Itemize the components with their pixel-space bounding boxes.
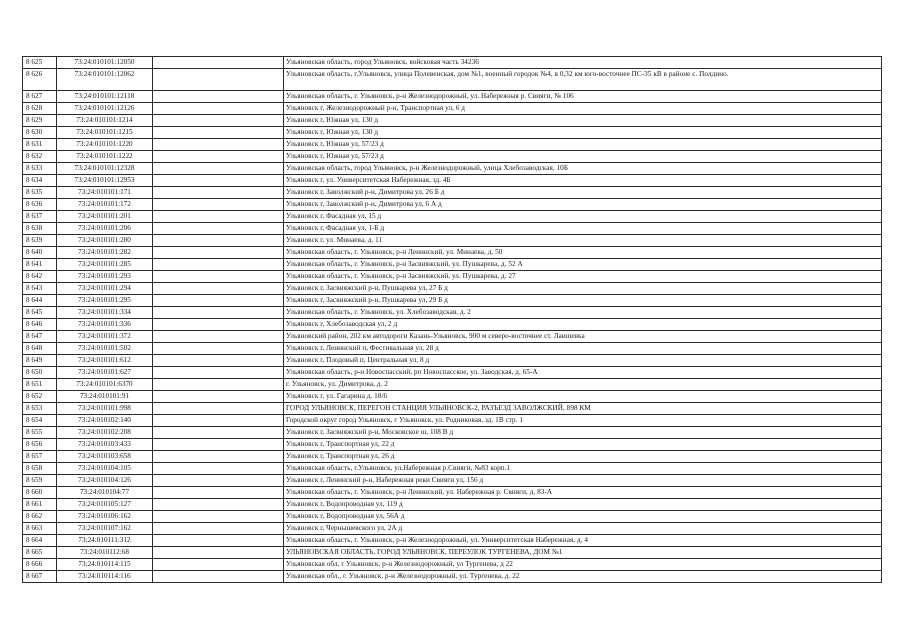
address-cell: Ульяновская область, г. Ульяновск, р-н Железнодорожный, ул. Набережная р. Свияги, № 106	[284, 91, 882, 103]
row-number-cell: 8 647	[23, 331, 57, 343]
row-number-cell: 8 652	[23, 391, 57, 403]
row-number-cell: 8 631	[23, 139, 57, 151]
empty-cell	[153, 559, 284, 571]
cadastral-number-cell: 73:24:010101:12062	[57, 69, 153, 91]
address-cell: Ульяновск г, Железнодорожный р-н, Транспортная ул, 6 д	[284, 103, 882, 115]
cadastral-number-cell: 73:24:010104:105	[57, 463, 153, 475]
table-row	[23, 475, 882, 487]
empty-cell	[153, 403, 284, 415]
empty-cell	[153, 379, 284, 391]
table-row	[23, 391, 882, 403]
empty-cell	[153, 511, 284, 523]
address-cell: Ульяновская область, город Ульяновск, р-н Железнодорожный, улица Хлебозаводская, 10Б	[284, 163, 882, 175]
empty-cell	[153, 223, 284, 235]
address-cell: Ульяновск г, Транспортная ул, 26 д	[284, 451, 882, 463]
cadastral-number-cell: 73:24:010101:6370	[57, 379, 153, 391]
address-cell: Ульяновская область, г. Ульяновск, р-н Ленинский, ул. Минаева, д. 50	[284, 247, 882, 259]
cadastral-number-cell: 73:24:010101:612	[57, 355, 153, 367]
row-number-cell: 8 648	[23, 343, 57, 355]
row-number-cell: 8 655	[23, 427, 57, 439]
table-row	[23, 523, 882, 535]
cadastral-number-cell: 73:24:010101:295	[57, 295, 153, 307]
empty-cell	[153, 151, 284, 163]
empty-cell	[153, 139, 284, 151]
table-row	[23, 415, 882, 427]
row-number-cell: 8 630	[23, 127, 57, 139]
row-number-cell: 8 653	[23, 403, 57, 415]
address-cell: Ульяновск г, Фасадная ул, 15 д	[284, 211, 882, 223]
empty-cell	[153, 355, 284, 367]
table-row	[23, 535, 882, 547]
cadastral-number-cell: 73:24:010101:293	[57, 271, 153, 283]
row-number-cell: 8 641	[23, 259, 57, 271]
table-row	[23, 271, 882, 283]
table-row	[23, 487, 882, 499]
cadastral-number-cell: 73:24:010101:172	[57, 199, 153, 211]
empty-cell	[153, 211, 284, 223]
table-row	[23, 235, 882, 247]
table-row	[23, 379, 882, 391]
row-number-cell: 8 649	[23, 355, 57, 367]
row-number-cell: 8 633	[23, 163, 57, 175]
cadastral-number-cell: 73:24:010104:77	[57, 487, 153, 499]
address-cell: Ульяновск г, Ленинский р-н, Набережная реки Свияги ул, 156 д	[284, 475, 882, 487]
table-row	[23, 355, 882, 367]
table-row	[23, 127, 882, 139]
address-cell: Ульяновская область, г. Ульяновск, р-н Засвияжский, ул. Пушкарева, д. 52 А	[284, 259, 882, 271]
cadastral-number-cell: 73:24:010101:282	[57, 247, 153, 259]
row-number-cell: 8 643	[23, 283, 57, 295]
table-row	[23, 175, 882, 187]
address-cell: Ульяновская область, г. Ульяновск, р-н Железнодорожный, ул. Университетская Набережная, д. 4	[284, 535, 882, 547]
empty-cell	[153, 163, 284, 175]
empty-cell	[153, 343, 284, 355]
address-cell: Ульяновск г, Водопроводная ул, 119 д	[284, 499, 882, 511]
address-cell: г. Ульяновск, ул. Димитрова, д. 2	[284, 379, 882, 391]
empty-cell	[153, 331, 284, 343]
cadastral-number-cell: 73:24:010101:280	[57, 235, 153, 247]
table-row	[23, 115, 882, 127]
address-cell: Ульяновск г, Транспортная ул, 22 д	[284, 439, 882, 451]
address-cell: Ульяновский район, 202 км автодороги Казань-Ульяновск, 900 м северо-восточнее ст. Лаишевка	[284, 331, 882, 343]
address-cell: Ульяновск г, Хлебозаводская ул, 2 д	[284, 319, 882, 331]
table-row	[23, 103, 882, 115]
cadastral-number-cell: 73:24:010101:91	[57, 391, 153, 403]
row-number-cell: 8 645	[23, 307, 57, 319]
row-number-cell: 8 651	[23, 379, 57, 391]
cadastral-number-cell: 73:24:010101:1214	[57, 115, 153, 127]
empty-cell	[153, 103, 284, 115]
row-number-cell: 8 646	[23, 319, 57, 331]
cadastral-number-cell: 73:24:010112:68	[57, 547, 153, 559]
table-row	[23, 343, 882, 355]
table-row	[23, 331, 882, 343]
row-number-cell: 8 658	[23, 463, 57, 475]
cadastral-number-cell: 73:24:010106:162	[57, 511, 153, 523]
empty-cell	[153, 427, 284, 439]
cadastral-number-cell: 73:24:010101:285	[57, 259, 153, 271]
address-cell: УЛЬЯНОВСКАЯ ОБЛАСТЬ, ГОРОД УЛЬЯНОВСК, ПЕРЕУЛОК ТУРГЕНЕВА, ДОМ №1	[284, 547, 882, 559]
address-cell: Ульяновск г, ул. Университетская Набережная, зд. 4Б	[284, 175, 882, 187]
empty-cell	[153, 439, 284, 451]
address-cell: Ульяновск г, ул. Минаева, д. 11	[284, 235, 882, 247]
cadastral-number-cell: 73:24:010101:12328	[57, 163, 153, 175]
address-cell: Ульяновск г, Заволжский р-н, Димитрова ул, 6 А д	[284, 199, 882, 211]
address-cell: Ульяновск г, Чернышевского ул, 2А д	[284, 523, 882, 535]
empty-cell	[153, 235, 284, 247]
empty-cell	[153, 487, 284, 499]
cadastral-number-cell: 73:24:010101:171	[57, 187, 153, 199]
address-cell: Ульяновск г, Плодовый п, Центральная ул, 8 д	[284, 355, 882, 367]
empty-cell	[153, 91, 284, 103]
address-cell: Ульяновск г, Южная ул, 130 д	[284, 127, 882, 139]
empty-cell	[153, 271, 284, 283]
row-number-cell: 8 650	[23, 367, 57, 379]
empty-cell	[153, 57, 284, 69]
empty-cell	[153, 187, 284, 199]
empty-cell	[153, 247, 284, 259]
empty-cell	[153, 475, 284, 487]
table-row	[23, 163, 882, 175]
table-row	[23, 283, 882, 295]
row-number-cell: 8 659	[23, 475, 57, 487]
address-cell: Ульяновск г, Ленинский п, Фестивальная ул, 28 д	[284, 343, 882, 355]
address-cell: Ульяновск г, Южная ул, 57/23 д	[284, 151, 882, 163]
row-number-cell: 8 666	[23, 559, 57, 571]
table-row	[23, 247, 882, 259]
row-number-cell: 8 654	[23, 415, 57, 427]
empty-cell	[153, 175, 284, 187]
empty-cell	[153, 307, 284, 319]
row-number-cell: 8 632	[23, 151, 57, 163]
empty-cell	[153, 295, 284, 307]
row-number-cell: 8 662	[23, 511, 57, 523]
table-row	[23, 57, 882, 69]
address-cell: Ульяновская обл., г. Ульяновск, р-н Железнодорожный, ул. Тургенева, д. 22	[284, 571, 882, 583]
table-row	[23, 69, 882, 91]
empty-cell	[153, 283, 284, 295]
cadastral-number-cell: 73:24:010104:126	[57, 475, 153, 487]
table-row	[23, 187, 882, 199]
address-cell: Ульяновск г, Фасадная ул, 1-Б д	[284, 223, 882, 235]
address-cell: Ульяновская область, р-н Новоспасский, рп Новоспасское, ул. Заводская, д. 65-А	[284, 367, 882, 379]
table-row	[23, 439, 882, 451]
empty-cell	[153, 319, 284, 331]
address-cell: Ульяновская обл, г Ульяновск, р-н Железнодорожный, ул Тургенева, д 22	[284, 559, 882, 571]
row-number-cell: 8 626	[23, 69, 57, 91]
cadastral-number-cell: 73:24:010101:502	[57, 343, 153, 355]
empty-cell	[153, 127, 284, 139]
row-number-cell: 8 663	[23, 523, 57, 535]
empty-cell	[153, 571, 284, 583]
table-row	[23, 547, 882, 559]
row-number-cell: 8 629	[23, 115, 57, 127]
row-number-cell: 8 634	[23, 175, 57, 187]
row-number-cell: 8 636	[23, 199, 57, 211]
table-row	[23, 151, 882, 163]
cadastral-number-cell: 73:24:010101:12126	[57, 103, 153, 115]
address-cell: Ульяновская область, город Ульяновск, войсковая часть 34236	[284, 57, 882, 69]
row-number-cell: 8 635	[23, 187, 57, 199]
table-row	[23, 307, 882, 319]
cadastral-number-cell: 73:24:010101:372	[57, 331, 153, 343]
cadastral-number-cell: 73:24:010101:294	[57, 283, 153, 295]
address-cell: Ульяновск г, Засвияжский р-н, Пушкарева ул, 27 Б д	[284, 283, 882, 295]
empty-cell	[153, 69, 284, 91]
cadastral-number-cell: 73:24:010101:12118	[57, 91, 153, 103]
table-body	[23, 57, 882, 583]
table-row	[23, 259, 882, 271]
cadastral-number-cell: 73:24:010102:208	[57, 427, 153, 439]
cadastral-number-cell: 73:24:010102:140	[57, 415, 153, 427]
cadastral-number-cell: 73:24:010107:162	[57, 523, 153, 535]
table-row	[23, 571, 882, 583]
address-cell: Ульяновск г, Южная ул, 130 д	[284, 115, 882, 127]
cadastral-number-cell: 73:24:010101:201	[57, 211, 153, 223]
empty-cell	[153, 463, 284, 475]
table-row	[23, 295, 882, 307]
row-number-cell: 8 667	[23, 571, 57, 583]
row-number-cell: 8 628	[23, 103, 57, 115]
address-cell: ГОРОД УЛЬЯНОВСК, ПЕРЕГОН СТАНЦИЯ УЛЬЯНОВСК-2, РАЗЪЕЗД ЗАВОЛЖСКИЙ, 898 КМ	[284, 403, 882, 415]
row-number-cell: 8 640	[23, 247, 57, 259]
cadastral-number-cell: 73:24:010101:12953	[57, 175, 153, 187]
row-number-cell: 8 644	[23, 295, 57, 307]
address-cell: Ульяновская область, г. Ульяновск, ул. Хлебозаводская, д. 2	[284, 307, 882, 319]
row-number-cell: 8 625	[23, 57, 57, 69]
row-number-cell: 8 664	[23, 535, 57, 547]
empty-cell	[153, 535, 284, 547]
table-row	[23, 559, 882, 571]
address-cell: Ульяновск г, Засвияжский р-н, Пушкарева ул, 29 Б д	[284, 295, 882, 307]
row-number-cell: 8 637	[23, 211, 57, 223]
address-cell: Ульяновская область, г.Ульяновск, ул.Набережная р.Свияги, №83 корп.1	[284, 463, 882, 475]
row-number-cell: 8 642	[23, 271, 57, 283]
cadastral-number-cell: 73:24:010101:1215	[57, 127, 153, 139]
cadastral-number-cell: 73:24:010101:627	[57, 367, 153, 379]
cadastral-number-cell: 73:24:010101:1220	[57, 139, 153, 151]
cadastral-number-cell: 73:24:010111:312	[57, 535, 153, 547]
cadastral-number-cell: 73:24:010101:998	[57, 403, 153, 415]
table-row	[23, 499, 882, 511]
cadastral-number-cell: 73:24:010114:115	[57, 559, 153, 571]
cadastral-number-cell: 73:24:010101:12050	[57, 57, 153, 69]
address-cell: Ульяновск г, Южная ул, 57/23 д	[284, 139, 882, 151]
empty-cell	[153, 391, 284, 403]
address-cell: Ульяновская область, г. Ульяновск, р-н Засвияжский, ул. Пушкарева, д. 27	[284, 271, 882, 283]
address-cell: Ульяновск г, ул. Гагарина д. 18/6	[284, 391, 882, 403]
empty-cell	[153, 259, 284, 271]
table-row	[23, 463, 882, 475]
table-row	[23, 319, 882, 331]
cadastral-number-cell: 73:24:010101:334	[57, 307, 153, 319]
empty-cell	[153, 367, 284, 379]
table-row	[23, 199, 882, 211]
empty-cell	[153, 415, 284, 427]
empty-cell	[153, 115, 284, 127]
row-number-cell: 8 638	[23, 223, 57, 235]
address-cell: Ульяновская область, г. Ульяновск, р-н Ленинский, ул. Набережная р. Свияги, д. 83-А	[284, 487, 882, 499]
table-row	[23, 511, 882, 523]
row-number-cell: 8 627	[23, 91, 57, 103]
row-number-cell: 8 661	[23, 499, 57, 511]
table-row	[23, 139, 882, 151]
cadastral-number-cell: 73:24:010103:433	[57, 439, 153, 451]
empty-cell	[153, 547, 284, 559]
table-row	[23, 91, 882, 103]
row-number-cell: 8 657	[23, 451, 57, 463]
cadastral-number-cell: 73:24:010105:127	[57, 499, 153, 511]
address-cell: Ульяновск г, Засвияжский р-н, Московское ш, 108 В д	[284, 427, 882, 439]
document-sheet	[22, 56, 881, 583]
property-register-table	[22, 56, 882, 583]
empty-cell	[153, 199, 284, 211]
cadastral-number-cell: 73:24:010114:116	[57, 571, 153, 583]
table-row	[23, 223, 882, 235]
table-row	[23, 403, 882, 415]
row-number-cell: 8 639	[23, 235, 57, 247]
table-row	[23, 367, 882, 379]
empty-cell	[153, 523, 284, 535]
row-number-cell: 8 656	[23, 439, 57, 451]
table-row	[23, 451, 882, 463]
table-row	[23, 211, 882, 223]
cadastral-number-cell: 73:24:010101:336	[57, 319, 153, 331]
row-number-cell: 8 665	[23, 547, 57, 559]
cadastral-number-cell: 73:24:010101:206	[57, 223, 153, 235]
address-cell: Ульяновск г, Водопроводная ул, 56А д	[284, 511, 882, 523]
table-row	[23, 427, 882, 439]
empty-cell	[153, 451, 284, 463]
address-cell: Городской округ город Ульяновск, г Ульяновск, ул. Родниковая, зд. 1В стр. 1	[284, 415, 882, 427]
cadastral-number-cell: 73:24:010101:1222	[57, 151, 153, 163]
address-cell: Ульяновская область, г.Ульяновск, улица Полевенская, дом №1, военный городок №4, в 0,32 км юго-восточнее ПС-35 кВ в районе с. Полдино.	[284, 69, 882, 91]
empty-cell	[153, 499, 284, 511]
address-cell: Ульяновск г, Заволжский р-н, Димитрова ул, 26 Б д	[284, 187, 882, 199]
row-number-cell: 8 660	[23, 487, 57, 499]
cadastral-number-cell: 73:24:010103:658	[57, 451, 153, 463]
